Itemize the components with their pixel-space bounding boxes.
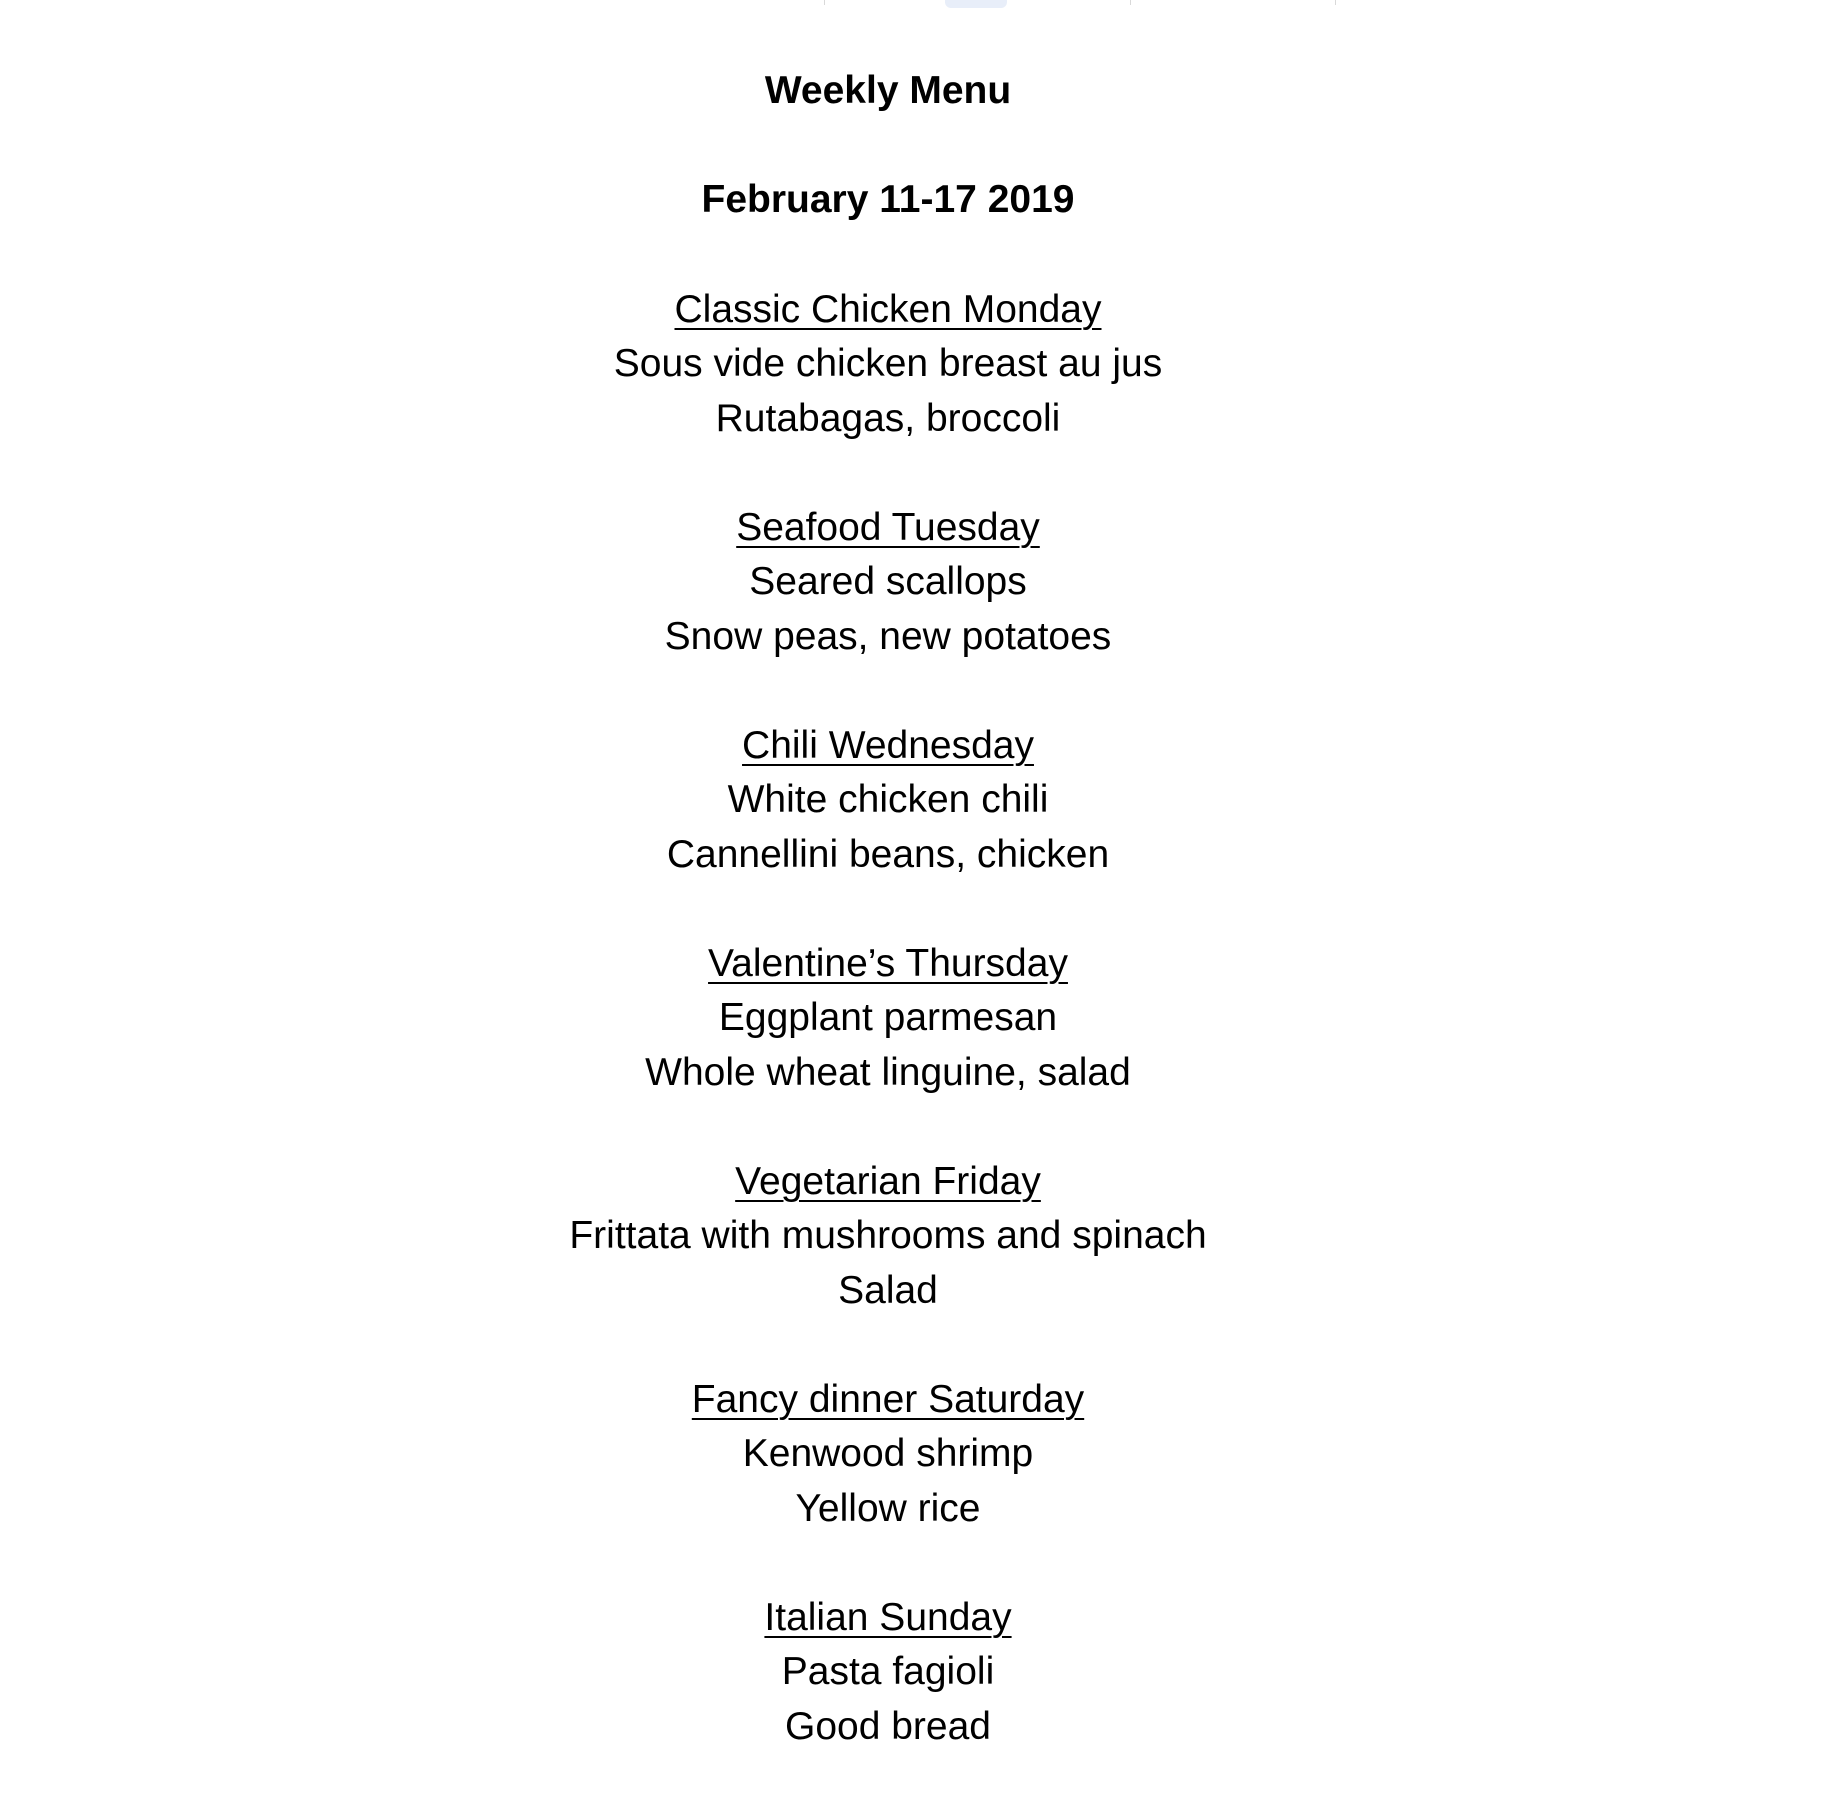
menu-title: Weekly Menu (764, 69, 1012, 112)
toolbar-tab-highlight[interactable] (945, 0, 1007, 8)
dish-line: Sous vide chicken breast au jus (613, 342, 1163, 386)
toolbar-edge (0, 0, 1827, 8)
day-block-tuesday (0, 501, 1776, 664)
dish-line: Snow peas, new potatoes (664, 614, 1112, 658)
day-block-thursday (0, 937, 1776, 1100)
day-block-sunday (0, 1591, 1776, 1754)
day-block-friday (0, 1155, 1776, 1318)
dish-line: White chicken chili (727, 778, 1049, 822)
menu-date-range: February 11-17 2019 (701, 178, 1075, 221)
dish-line: Rutabagas, broccoli (715, 396, 1061, 440)
day-heading: Vegetarian Friday (735, 1160, 1041, 1203)
day-heading: Valentine’s Thursday (708, 942, 1068, 985)
dish-line: Salad (838, 1268, 938, 1312)
dish-line: Seared scallops (749, 560, 1027, 604)
day-heading: Italian Sunday (764, 1596, 1012, 1639)
day-heading: Fancy dinner Saturday (691, 1378, 1085, 1421)
day-heading: Chili Wednesday (742, 724, 1034, 767)
dish-line: Eggplant parmesan (718, 996, 1058, 1040)
dish-line: Cannellini beans, chicken (666, 832, 1110, 876)
dish-line: Pasta fagioli (781, 1650, 995, 1694)
dish-line: Good bread (785, 1704, 991, 1748)
day-heading: Seafood Tuesday (736, 506, 1040, 549)
dish-line: Frittata with mushrooms and spinach (569, 1214, 1207, 1258)
day-block-wednesday (0, 719, 1776, 882)
toolbar-divider (800, 0, 825, 5)
toolbar-divider (1110, 0, 1131, 5)
dish-line: Whole wheat linguine, salad (645, 1050, 1131, 1094)
dish-line: Kenwood shrimp (742, 1432, 1034, 1476)
day-block-saturday (0, 1373, 1776, 1536)
dish-line: Yellow rice (795, 1486, 981, 1530)
toolbar-divider (1315, 0, 1336, 5)
day-block-monday (0, 283, 1776, 446)
day-heading: Classic Chicken Monday (674, 288, 1102, 331)
